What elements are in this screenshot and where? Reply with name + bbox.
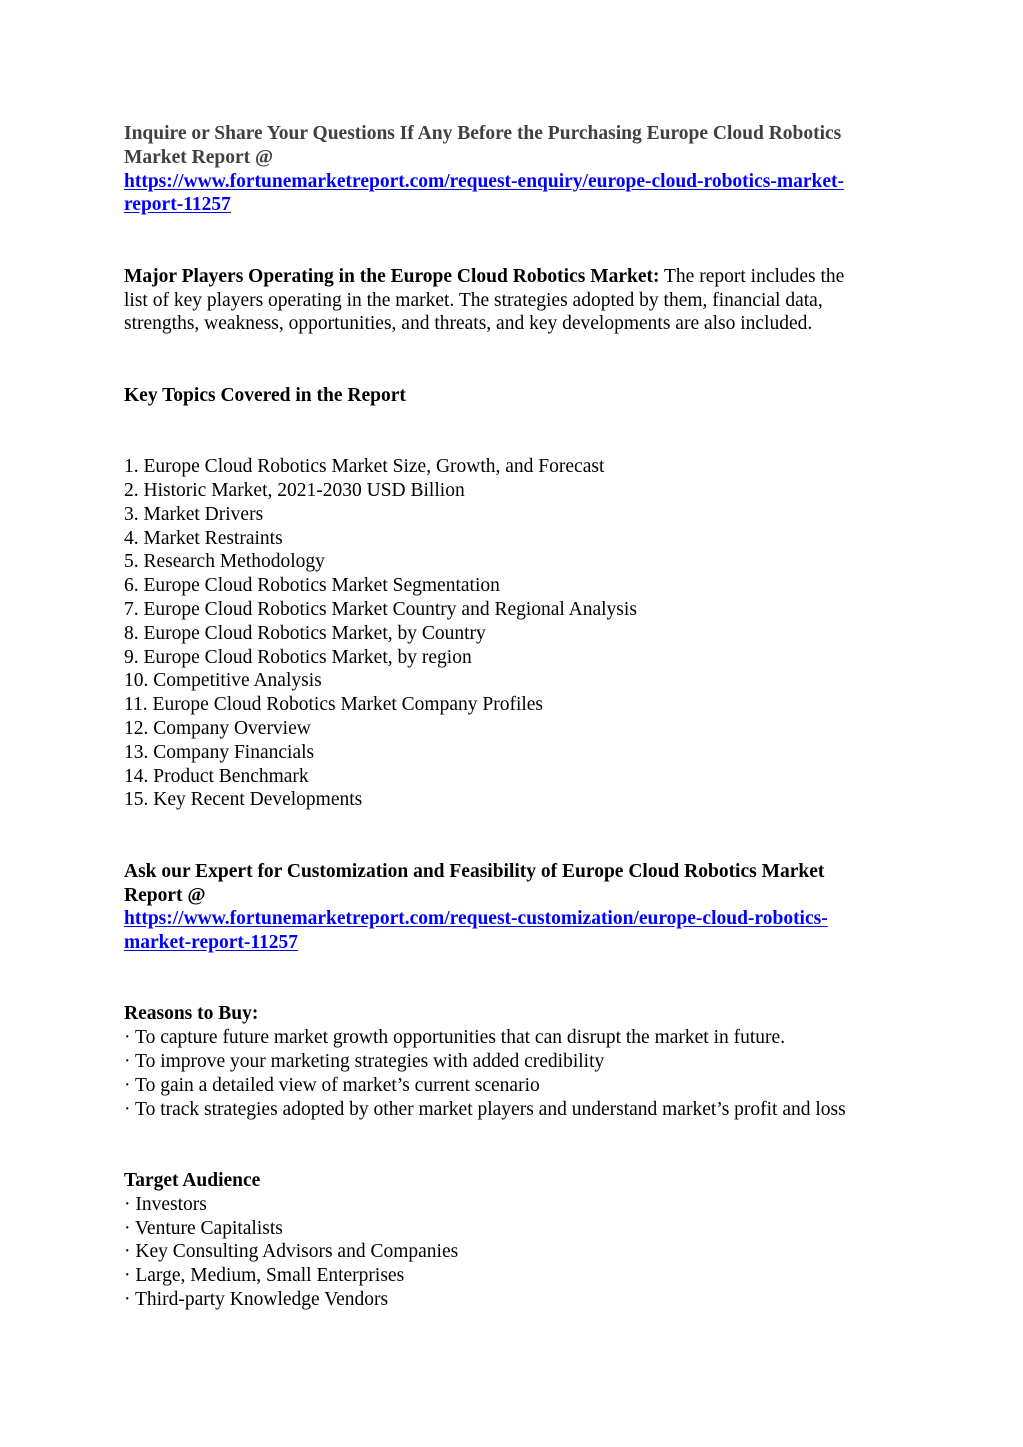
list-item: 9. Europe Cloud Robotics Market, by region xyxy=(124,646,472,668)
reasons-section xyxy=(124,1002,904,1121)
customization-section xyxy=(124,860,904,955)
list-item: 8. Europe Cloud Robotics Market, by Country xyxy=(124,622,486,644)
list-item: 4. Market Restraints xyxy=(124,527,283,549)
customization-link-line1[interactable]: https://www.fortunemarketreport.com/request-customization/europe-cloud-robotics- xyxy=(124,908,828,930)
list-item: 2. Historic Market, 2021-2030 USD Billion xyxy=(124,479,465,501)
reasons-heading: Reasons to Buy: xyxy=(124,1003,259,1025)
list-item: · Investors xyxy=(124,1193,207,1215)
list-item: · Third-party Knowledge Vendors xyxy=(124,1289,389,1311)
list-item: · To track strategies adopted by other market players and understand market’s profit and loss xyxy=(124,1098,846,1120)
list-item: · To gain a detailed view of market’s current scenario xyxy=(124,1074,540,1096)
major-players-section xyxy=(124,265,904,336)
inquire-heading-line2: Market Report @ xyxy=(124,146,274,168)
list-item: 6. Europe Cloud Robotics Market Segmentation xyxy=(124,575,500,597)
customization-heading-line1: Ask our Expert for Customization and Feasibility of Europe Cloud Robotics Market xyxy=(124,860,825,882)
customization-heading-line2: Report @ xyxy=(124,884,206,906)
document-page xyxy=(124,122,904,1312)
major-players-line3: strengths, weakness, opportunities, and threats, and key developments are also included. xyxy=(124,313,813,335)
audience-heading: Target Audience xyxy=(124,1170,261,1192)
major-players-label: Major Players Operating in the Europe Cloud Robotics Market: xyxy=(124,265,660,287)
inquire-link-line1[interactable]: https://www.fortunemarketreport.com/request-enquiry/europe-cloud-robotics-market- xyxy=(124,170,844,192)
list-item: 15. Key Recent Developments xyxy=(124,789,363,811)
key-topics-heading: Key Topics Covered in the Report xyxy=(124,384,406,406)
audience-section xyxy=(124,1169,904,1312)
list-item: · To capture future market growth opportunities that can disrupt the market in future. xyxy=(124,1027,786,1049)
list-item: 3. Market Drivers xyxy=(124,503,264,525)
list-item: 1. Europe Cloud Robotics Market Size, Growth, and Forecast xyxy=(124,456,605,478)
inquire-section xyxy=(124,122,904,217)
major-players-text1: The report includes the xyxy=(659,265,845,287)
list-item: 5. Research Methodology xyxy=(124,551,325,573)
list-item: 13. Company Financials xyxy=(124,741,315,763)
key-topics-section xyxy=(124,384,904,812)
customization-link-line2[interactable]: market-report-11257 xyxy=(124,932,299,954)
list-item: 11. Europe Cloud Robotics Market Company Profiles xyxy=(124,694,544,716)
list-item: 7. Europe Cloud Robotics Market Country and Regional Analysis xyxy=(124,598,637,620)
major-players-line1 xyxy=(124,265,904,289)
list-item: · Key Consulting Advisors and Companies xyxy=(124,1241,459,1263)
inquire-link-line2[interactable]: report-11257 xyxy=(124,194,231,216)
list-item: · Large, Medium, Small Enterprises xyxy=(124,1265,405,1287)
list-item: · Venture Capitalists xyxy=(124,1217,283,1239)
list-item: 14. Product Benchmark xyxy=(124,765,309,787)
key-topics-list xyxy=(124,455,904,812)
list-item: · To improve your marketing strategies with added credibility xyxy=(124,1051,605,1073)
list-item: 10. Competitive Analysis xyxy=(124,670,322,692)
list-item: 12. Company Overview xyxy=(124,717,311,739)
inquire-heading-line1: Inquire or Share Your Questions If Any Before the Purchasing Europe Cloud Robotics xyxy=(124,123,842,144)
major-players-line2: list of key players operating in the market. The strategies adopted by them, financial data, xyxy=(124,289,823,311)
